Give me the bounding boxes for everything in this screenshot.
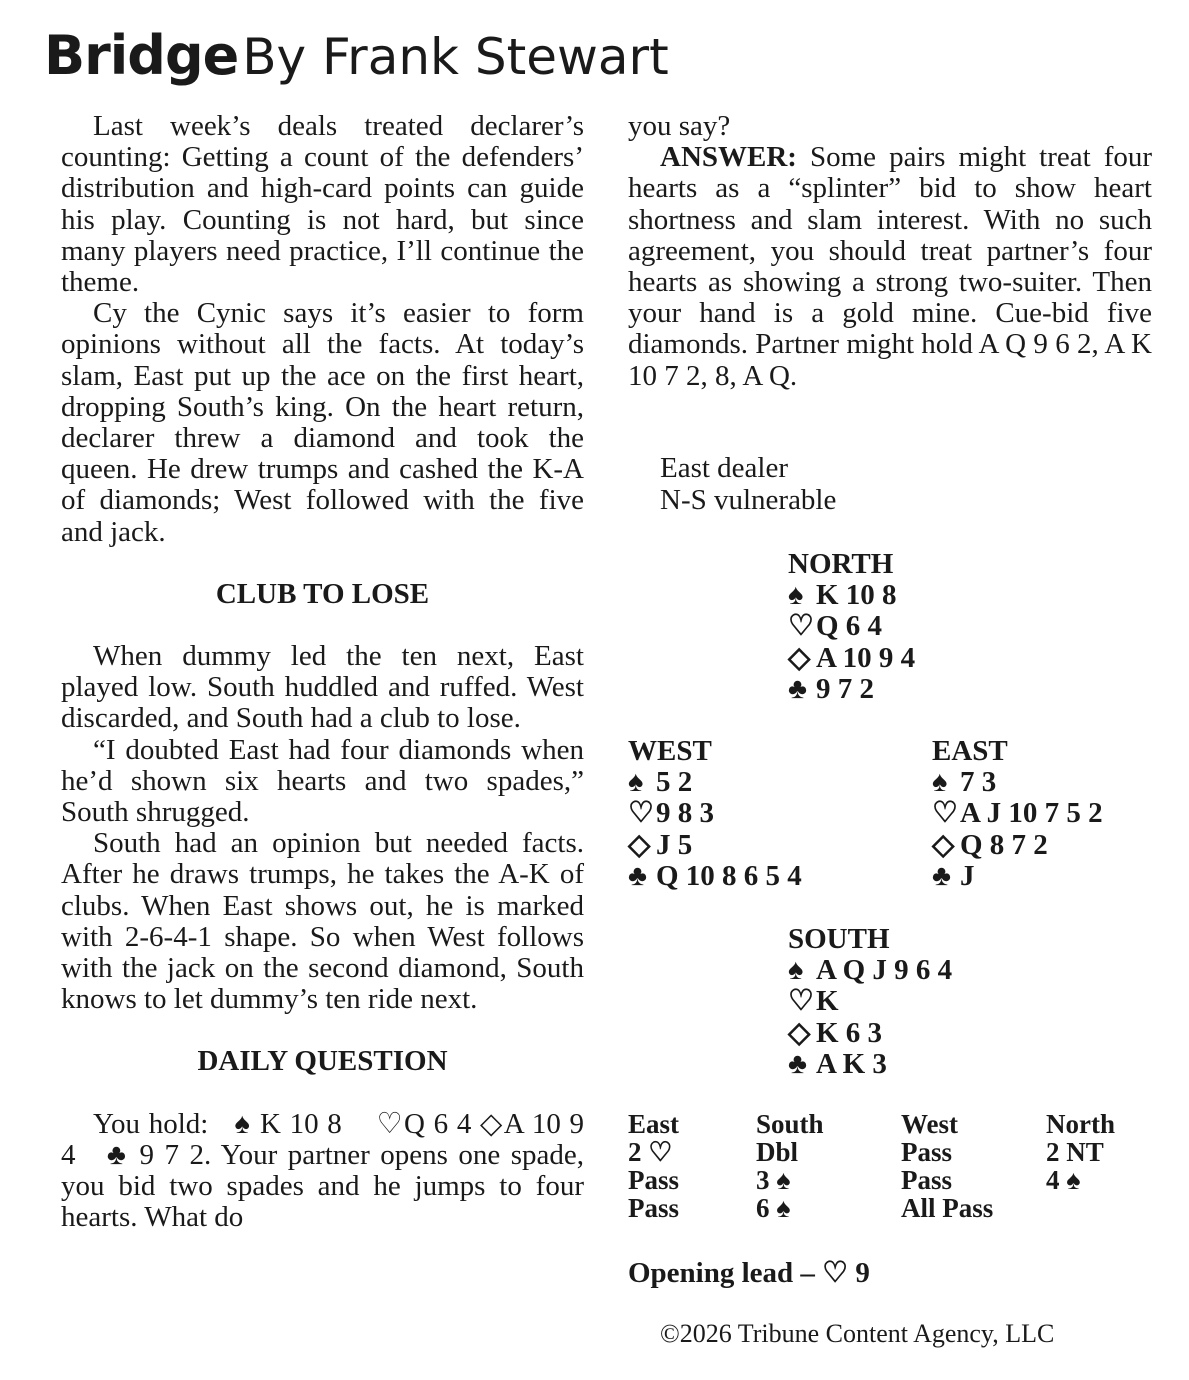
- clubs-holding: J: [960, 859, 975, 892]
- question-hearts: ♡Q 6 4: [376, 1107, 472, 1140]
- spades-holding: 5 2: [656, 766, 693, 799]
- diamonds-holding: J 5: [656, 828, 693, 861]
- auction-bid: 2 NT: [1046, 1137, 1104, 1167]
- answer-text: Some pairs might treat four hearts as a “splinter” bid to show heart shortness and slam interest. With no such agreement, you should treat partner’s four hearts as showing a strong two-suiter. Then your hand is a gold mine. Cue-bid five diamonds. Partner might hold A Q 9 6 2, A K 10 7 2, 8, A Q.: [628, 141, 1153, 392]
- column-byline: By Frank Stewart: [242, 28, 669, 86]
- auction-bid: Dbl: [756, 1137, 799, 1167]
- paragraph: When dummy led the ten next, East played low. South huddled and ruffed. West discarded, and South had a club to lose.: [61, 640, 584, 735]
- spades-holding: A Q J 9 6 4: [816, 954, 953, 987]
- diamond-icon: ◇: [788, 641, 811, 674]
- hand-name: SOUTH: [788, 923, 890, 955]
- auction-header: South: [756, 1109, 824, 1139]
- hand-name: WEST: [628, 735, 712, 767]
- hearts-holding: 9 8 3: [656, 797, 714, 830]
- auction-bid: 3 ♠: [756, 1165, 791, 1195]
- question-lead: You hold:: [93, 1107, 209, 1140]
- diamond-icon: ◇: [932, 828, 955, 861]
- spades-holding: K 10 8: [816, 579, 897, 612]
- left-column: [61, 111, 584, 1234]
- auction-bid: Pass: [628, 1193, 680, 1223]
- auction-bid: 2 ♡: [628, 1137, 673, 1167]
- paragraph-continued: you say?: [628, 110, 731, 142]
- auction-header: West: [901, 1109, 958, 1139]
- paragraph: Last week’s deals treated declarer’s counting: Getting a count of the defenders’ distribution and high-card points can guide his play. Counting is not hard, but since many players need practice, I’ll continue the theme.: [61, 110, 584, 299]
- subheading-club-to-lose: CLUB TO LOSE: [215, 577, 430, 610]
- heart-icon: ♡: [932, 797, 958, 830]
- hand-name: NORTH: [788, 548, 894, 580]
- spade-icon: ♠: [628, 766, 644, 799]
- daily-question-paragraph: [61, 1109, 584, 1234]
- hearts-holding: K: [816, 985, 839, 1018]
- heart-icon: ♡: [788, 985, 814, 1018]
- north-hand: [788, 549, 915, 705]
- auction-bid: 6 ♠: [756, 1193, 791, 1223]
- copyright-notice: ©2026 Tribune Content Agency, LLC: [660, 1319, 1055, 1348]
- paragraph: “I doubted East had four diamonds when he’d shown six hearts and two spades,” South shrugged.: [61, 733, 584, 829]
- auction-header: East: [628, 1109, 680, 1139]
- hand-name: EAST: [932, 735, 1008, 767]
- auction-bid: 4 ♠: [1046, 1165, 1081, 1195]
- question-text: Your partner opens one spade, you bid two spades and he jumps to four hearts. What do: [61, 1138, 584, 1234]
- auction-bid: Pass: [628, 1165, 680, 1195]
- club-icon: ♣: [788, 1047, 808, 1080]
- diamonds-holding: Q 8 7 2: [960, 828, 1048, 861]
- east-hand: [932, 736, 1103, 892]
- spade-icon: ♠: [788, 954, 804, 987]
- question-spades: ♠ K 10 8: [234, 1107, 342, 1140]
- hearts-holding: A J 10 7 5 2: [960, 797, 1103, 830]
- diamond-icon: ◇: [628, 828, 651, 861]
- west-hand: [628, 736, 802, 892]
- diamonds-holding: A 10 9 4: [816, 641, 916, 674]
- auction-bid: Pass: [901, 1137, 953, 1167]
- answer-label: ANSWER:: [660, 141, 797, 174]
- dealer-line: East dealer: [660, 452, 789, 484]
- south-hand: [788, 924, 952, 1080]
- spades-holding: 7 3: [960, 766, 997, 799]
- club-icon: ♣: [932, 859, 952, 892]
- auction-bid: Pass: [901, 1165, 953, 1195]
- opening-lead: Opening lead – ♡ 9: [628, 1257, 870, 1289]
- heart-icon: ♡: [788, 610, 814, 643]
- auction-header: North: [1046, 1109, 1115, 1139]
- diamonds-holding: K 6 3: [816, 1016, 883, 1049]
- column-header: [44, 24, 669, 87]
- club-icon: ♣: [628, 859, 648, 892]
- spade-icon: ♠: [932, 766, 948, 799]
- diamond-icon: ◇: [788, 1016, 811, 1049]
- clubs-holding: 9 7 2: [816, 672, 874, 705]
- club-icon: ♣: [788, 672, 808, 705]
- subheading-daily-question: DAILY QUESTION: [197, 1045, 448, 1078]
- clubs-holding: A K 3: [816, 1047, 887, 1080]
- column-title: Bridge: [44, 24, 239, 87]
- paragraph: Cy the Cynic says it’s easier to form opinions without all the facts. At today’s slam, East put up the ace on the first heart, dropping South’s king. On the heart return, declarer threw a diamond and took the queen. He drew trumps and cashed the K-A of diamonds; West followed with the five and jack.: [61, 297, 584, 548]
- hearts-holding: Q 6 4: [816, 610, 883, 643]
- auction-bid: All Pass: [901, 1193, 994, 1223]
- right-column: [628, 111, 1152, 392]
- spade-icon: ♠: [788, 579, 804, 612]
- question-clubs: ♣ 9 7 2.: [106, 1138, 212, 1171]
- clubs-holding: Q 10 8 6 5 4: [656, 859, 802, 892]
- question-diamonds: ◇A 10 9 4: [61, 1107, 585, 1171]
- heart-icon: ♡: [628, 797, 654, 830]
- paragraph: South had an opinion but needed facts. After he draws trumps, he takes the A-K of clubs. When East shows out, he is marked with 2-6-4-1 shape. So when West follows with the jack on the second diamond, South knows to let dummy’s ten ride next.: [61, 827, 584, 1016]
- vulnerability-line: N-S vulnerable: [660, 484, 837, 516]
- answer-paragraph: [628, 142, 1152, 392]
